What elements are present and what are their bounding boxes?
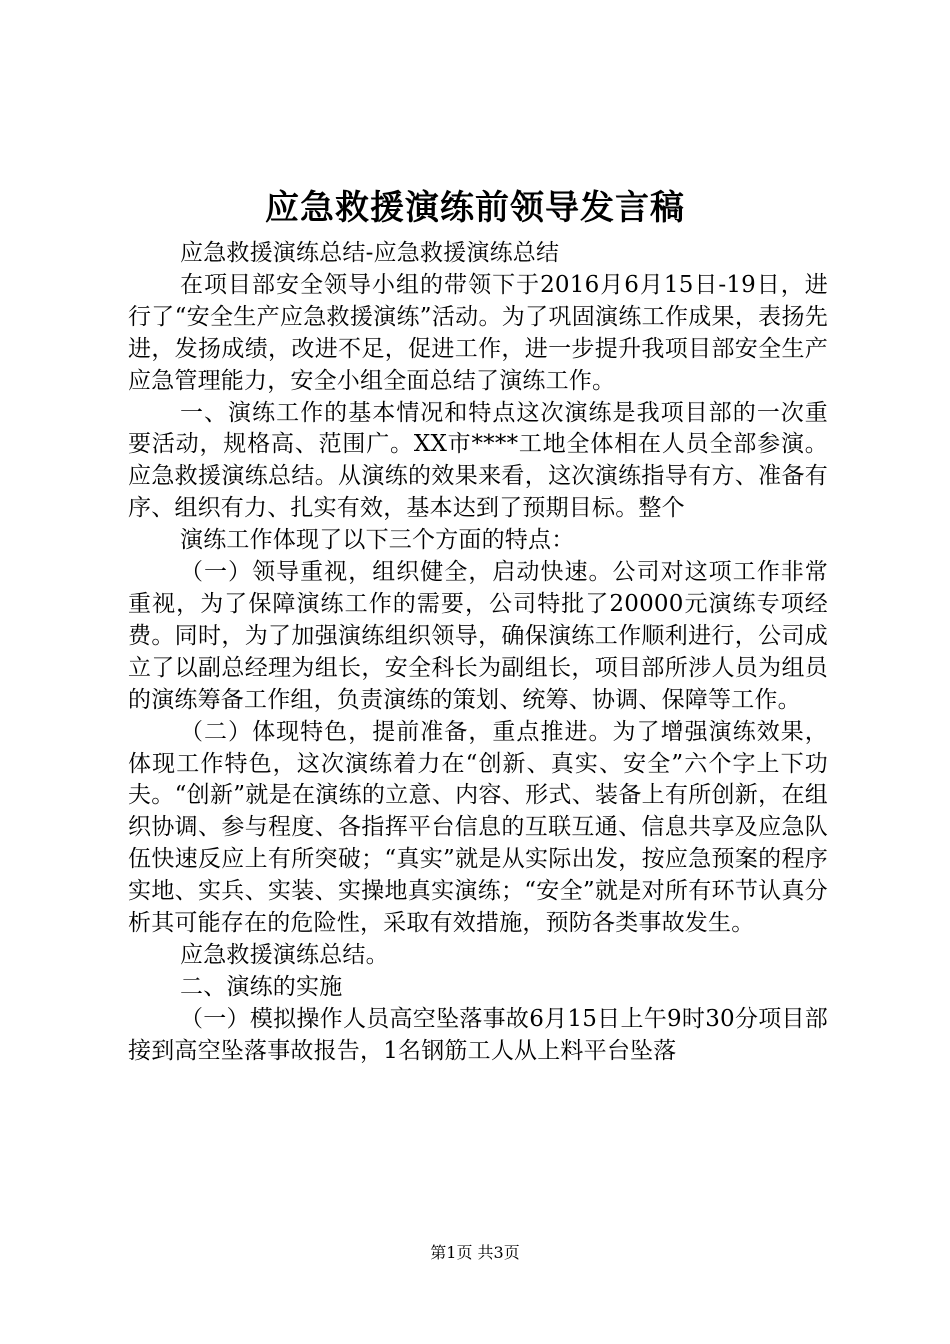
paragraph-summary-note: 应急救援演练总结。 xyxy=(180,941,389,968)
document-body xyxy=(128,238,828,1068)
paragraph-features-lead: 演练工作体现了以下三个方面的特点： xyxy=(180,527,575,554)
paragraph-feature-one: （一）领导重视，组织健全，启动快速。公司对这项工作非常重视，为了保障演练工作的需要，公司特批了20000元演练专项经费。同时，为了加强演练组织领导，确保演练工作顺利进行，公司成立了以副总经理为组长，安全科长为副组长，项目部所涉人员为组员的演练筹备工作组，负责演练的策划、统筹、协调、保障等工作。 xyxy=(128,559,828,713)
paragraph-feature-two: （二）体现特色，提前准备，重点推进。为了增强演练效果，体现工作特色，这次演练着力在“创新、真实、安全”六个字上下功夫。“创新”就是在演练的立意、内容、形式、装备上有所创新，在组织协调、参与程度、各指挥平台信息的互联互通、信息共享及应急队伍快速反应上有所突破；“真实”就是从实际出发，按应急预案的程序实地、实兵、实装、实操地真实演练；“安全”就是对所有环节认真分析其可能存在的危险性，采取有效措施，预防各类事故发生。 xyxy=(128,718,828,937)
paragraph-intro: 在项目部安全领导小组的带领下于2016月6月15日-19日，进行了“安全生产应急救援演练”活动。为了巩固演练工作成果，表扬先进，发扬成绩，改进不足，促进工作，进一步提升我项目部安全生产应急管理能力，安全小组全面总结了演练工作。 xyxy=(128,271,828,394)
paragraph-section-one: 一、演练工作的基本情况和特点这次演练是我项目部的一次重要活动，规格高、范围广。XX市****工地全体相在人员全部参演。应急救援演练总结。从演练的效果来看，这次演练指导有方、准备有序、组织有力、扎实有效，基本达到了预期目标。整个 xyxy=(128,399,828,522)
paragraph-section-two-heading: 二、演练的实施 xyxy=(180,973,343,1000)
page-footer: 第1页 共3页 xyxy=(430,1243,520,1262)
document-title: 应急救援演练前领导发言稿 xyxy=(265,188,685,228)
paragraph-subtitle: 应急救援演练总结-应急救援演练总结 xyxy=(180,240,560,266)
paragraph-section-two-item-one: （一）模拟操作人员高空坠落事故6月15日上午9时30分项目部接到高空坠落事故报告，1名钢筋工人从上料平台坠落 xyxy=(128,1005,828,1064)
